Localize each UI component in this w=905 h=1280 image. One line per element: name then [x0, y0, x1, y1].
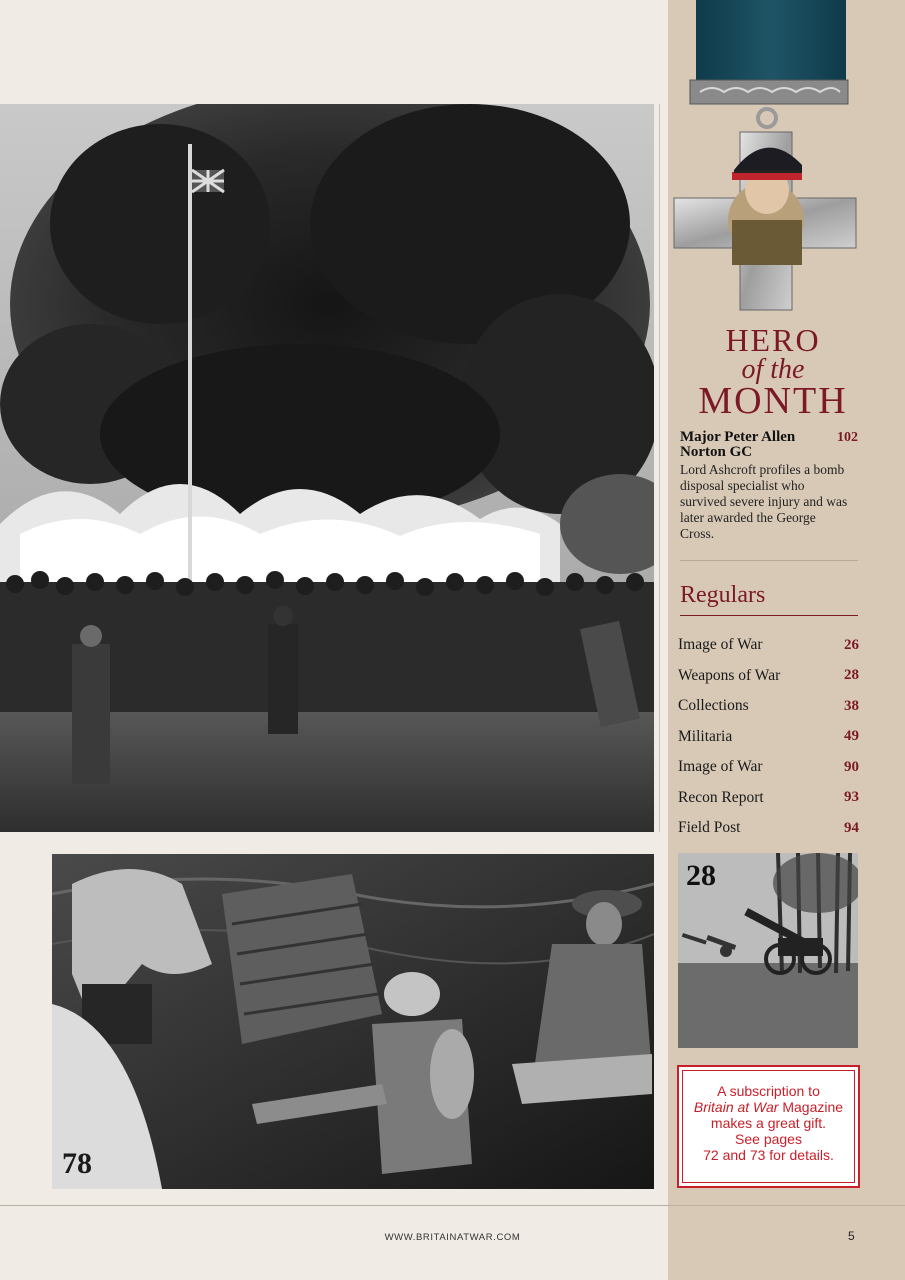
regulars-item-label: Recon Report: [678, 788, 764, 806]
hero-article-page: 102: [837, 430, 858, 445]
hero-of-the-month-heading: [668, 324, 878, 420]
footer-rule: [0, 1205, 905, 1206]
regulars-item[interactable]: [678, 783, 859, 814]
regulars-item-label: Image of War: [678, 758, 763, 776]
regulars-item-page: 49: [844, 728, 859, 745]
regulars-item-label: Weapons of War: [678, 666, 781, 684]
regulars-item-page: 28: [844, 667, 859, 684]
page-number: 5: [848, 1229, 855, 1243]
regulars-item-page: 94: [844, 819, 859, 836]
fire-crowd-photo: [0, 104, 654, 832]
hero-heading-line3: MONTH: [698, 380, 848, 422]
regulars-item-page: 26: [844, 636, 859, 653]
regulars-item-page: 93: [844, 789, 859, 806]
hero-heading-line2: of the: [741, 354, 805, 385]
thumbnail-page-ref: 28: [686, 859, 716, 892]
subscription-line1: A subscription to: [717, 1083, 820, 1099]
hero-heading-line1: HERO: [725, 322, 821, 358]
hero-article-title[interactable]: Major Peter Allen Norton GC: [680, 429, 796, 460]
regulars-item-label: Image of War: [678, 636, 763, 654]
subscription-line5: 72 and 73 for details.: [703, 1147, 834, 1163]
regulars-item-page: 38: [844, 697, 859, 714]
regulars-item[interactable]: [678, 752, 859, 783]
footer-url[interactable]: WWW.BRITAINATWAR.COM: [384, 1232, 521, 1243]
subscription-line4: See pages: [735, 1131, 802, 1147]
regulars-item[interactable]: [678, 691, 859, 722]
column-divider: [659, 104, 660, 832]
regulars-rule: [680, 615, 858, 616]
subscription-line2-rest: Magazine: [778, 1099, 844, 1115]
subscription-line2: [679, 1099, 858, 1115]
hero-article-description: Lord Ashcroft profiles a bomb disposal specialist who survived severe injury and was later awarded the George Cross.: [680, 462, 848, 541]
subscription-line3: makes a great gift.: [710, 1115, 827, 1131]
artillery-thumbnail[interactable]: [678, 853, 858, 1048]
regulars-item[interactable]: [678, 813, 859, 844]
regulars-heading: Regulars: [680, 582, 766, 608]
regulars-item-label: Field Post: [678, 819, 741, 837]
regulars-item-label: Collections: [678, 697, 749, 715]
photo-page-ref: 78: [62, 1147, 92, 1180]
subscription-promo[interactable]: [677, 1065, 860, 1188]
regulars-item[interactable]: [678, 722, 859, 753]
magazine-name: Britain at War: [693, 1099, 779, 1115]
regulars-list: [678, 630, 859, 844]
regulars-item-page: 90: [844, 758, 859, 775]
regulars-item[interactable]: [678, 630, 859, 661]
regulars-item[interactable]: [678, 661, 859, 692]
raft-photo: [52, 854, 654, 1189]
regulars-item-label: Militaria: [678, 727, 733, 745]
sidebar-separator: [680, 560, 858, 561]
george-cross-medal-illustration: [672, 0, 862, 315]
